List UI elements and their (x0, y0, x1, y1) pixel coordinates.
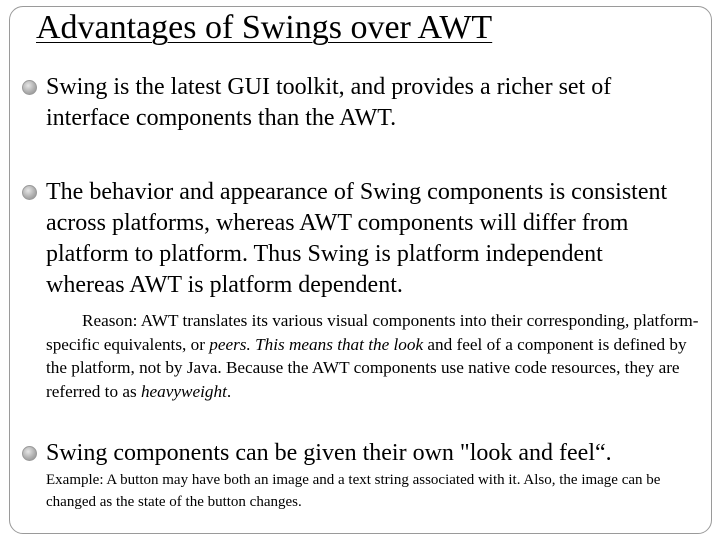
slide-title: Advantages of Swings over AWT (36, 9, 493, 46)
bullet-icon (22, 80, 37, 95)
bullet-item-1 (22, 72, 682, 134)
reason-peers-term: peers (209, 334, 247, 354)
reason-text: Reason: AWT translates its various visual components into their corresponding, platform-specific equivalents, or (46, 311, 699, 354)
bullet-text: The behavior and appearance of Swing components is consistent across platforms, whereas AWT components will differ from platform to platform. Thus Swing is platform independent whereas AWT is platform dependent. (46, 179, 668, 298)
reason-text-italic: . This means that the look (246, 334, 424, 354)
reason-heavyweight-term: heavyweight (140, 381, 227, 401)
bullet-text: Swing components can be given their own "look and feel“. (46, 440, 612, 466)
example-paragraph: Example: A button may have both an image and a text string associated with it. Also, the image can be changed as the state of the button changes. (46, 472, 661, 510)
bullet-text: Swing is the latest GUI toolkit, and provides a richer set of interface components than the AWT. (46, 74, 612, 131)
bullet-icon (22, 446, 37, 461)
bullet-item-2 (22, 177, 682, 301)
reason-text: . (226, 381, 232, 401)
bullet-item-3 (22, 438, 682, 469)
reason-paragraph (46, 309, 706, 403)
bullet-icon (22, 185, 37, 200)
reason-text: and feel of a component is defined by the platform, not by Java. Because the AWT components use native code resources, they are referred to as (46, 334, 687, 401)
